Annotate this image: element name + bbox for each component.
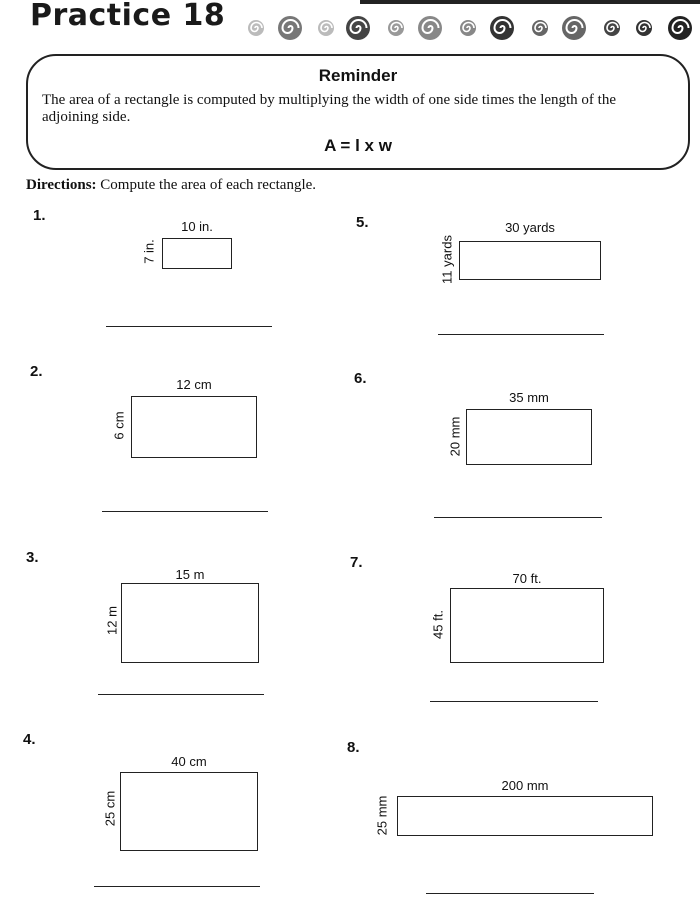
rectangle [459, 241, 601, 280]
height-label: 6 cm [111, 411, 127, 440]
problem-number: 7. [350, 554, 363, 571]
height-label: 12 m [104, 606, 120, 635]
swirl-decoration-row [236, 12, 700, 48]
area-formula: A = l x w [324, 136, 392, 155]
answer-line[interactable] [438, 334, 604, 335]
reminder-text: The area of a rectangle is computed by multiplying the width of one side times the length of the adjoining side. [42, 92, 617, 125]
rectangle [450, 588, 604, 663]
problem-number: 1. [33, 207, 46, 224]
top-rule [360, 0, 700, 4]
height-label: 25 cm [102, 790, 118, 827]
height-label: 45 ft. [430, 610, 446, 639]
width-label: 12 cm [176, 377, 212, 392]
swirl-icon [246, 18, 266, 38]
height-label: 20 mm [447, 416, 463, 457]
height-label: 7 in. [141, 239, 157, 264]
directions [26, 177, 316, 194]
directions-text: Compute the area of each rectangle. [100, 177, 317, 193]
swirl-icon [666, 14, 694, 42]
answer-line[interactable] [94, 886, 260, 887]
directions-label: Directions: [26, 177, 97, 193]
width-label: 70 ft. [512, 571, 542, 586]
width-label: 40 cm [171, 754, 207, 769]
rectangle [121, 583, 259, 663]
page-title: Practice 18 [30, 0, 226, 33]
answer-line[interactable] [106, 326, 272, 327]
swirl-icon [344, 14, 372, 42]
rectangle [397, 796, 653, 836]
answer-line[interactable] [434, 517, 602, 518]
width-label: 15 m [175, 567, 205, 582]
reminder-title: Reminder [318, 66, 398, 85]
swirl-icon [458, 18, 478, 38]
problem-number: 4. [23, 731, 36, 748]
rectangle [131, 396, 257, 458]
swirl-icon [488, 14, 516, 42]
width-label: 35 mm [509, 390, 549, 405]
rectangle [120, 772, 258, 851]
problem-number: 3. [26, 549, 39, 566]
swirl-icon [416, 14, 444, 42]
swirl-icon [530, 18, 550, 38]
problem-number: 8. [347, 739, 360, 756]
width-label: 200 mm [501, 778, 549, 793]
rectangle [466, 409, 592, 465]
swirl-icon [276, 14, 304, 42]
swirl-icon [560, 14, 588, 42]
problem-number: 2. [30, 363, 43, 380]
swirl-icon [634, 18, 654, 38]
problem-number: 6. [354, 370, 367, 387]
answer-line[interactable] [98, 694, 264, 695]
width-label: 30 yards [505, 220, 555, 235]
answer-line[interactable] [102, 511, 268, 512]
reminder-box [26, 54, 690, 170]
swirl-icon [602, 18, 622, 38]
rectangle [162, 238, 232, 269]
height-label: 11 yards [439, 235, 455, 284]
swirl-icon [386, 18, 406, 38]
width-label: 10 in. [181, 219, 213, 234]
swirl-icon [316, 18, 336, 38]
answer-line[interactable] [426, 893, 594, 894]
height-label: 25 mm [374, 795, 390, 836]
problem-number: 5. [356, 214, 369, 231]
answer-line[interactable] [430, 701, 598, 702]
